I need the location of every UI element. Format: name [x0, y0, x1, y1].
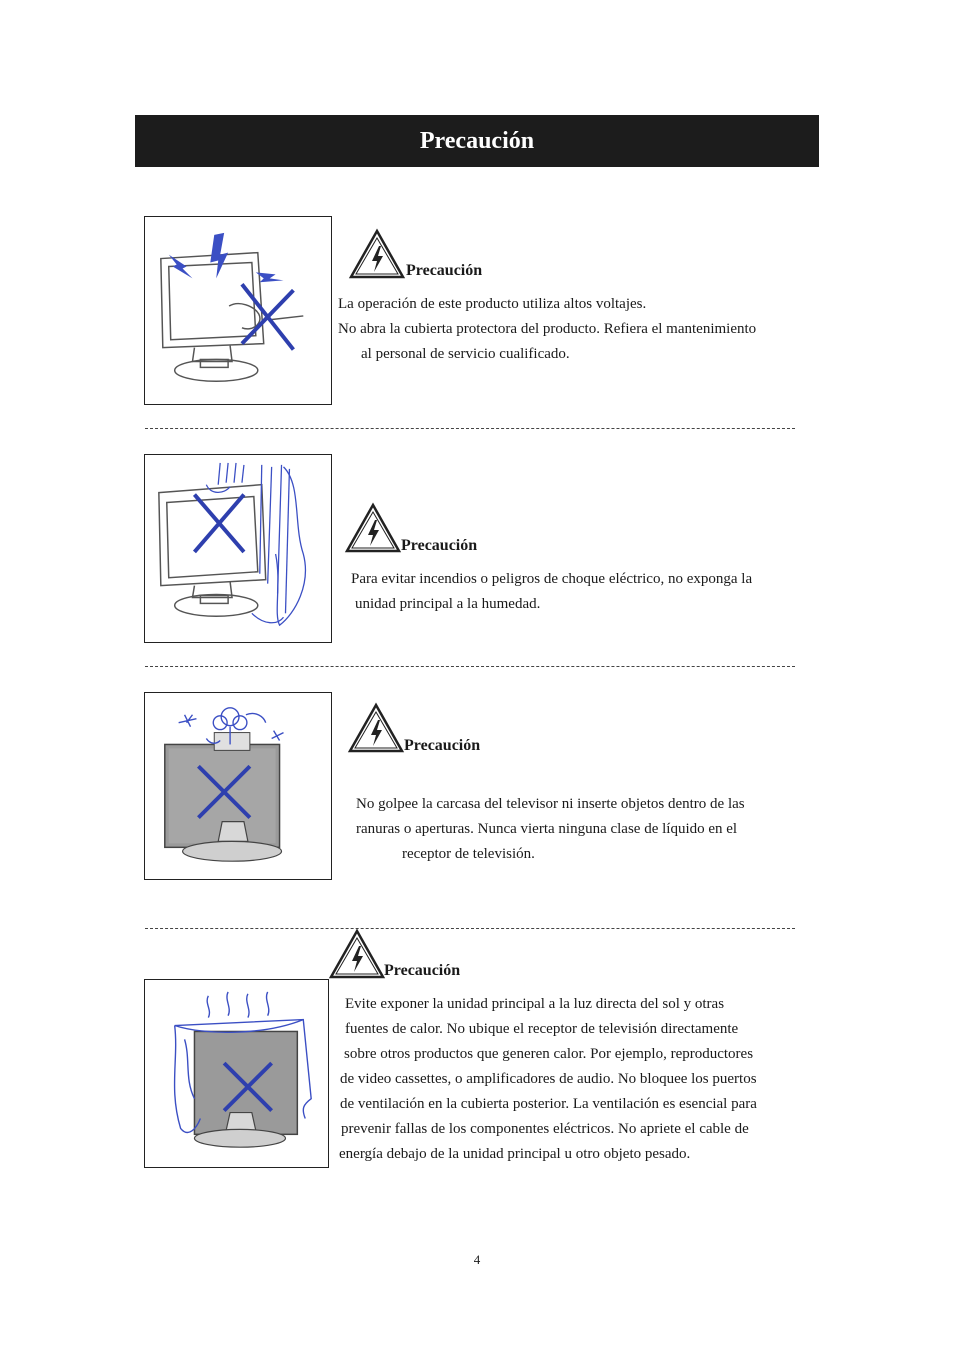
- text-line: ranuras o aperturas. Nunca vierta ninguna clase de líquido en el: [356, 821, 738, 837]
- section-4-heading: Precaución: [384, 962, 461, 979]
- section-4-text: [339, 992, 757, 1167]
- high-voltage-warning-icon: [348, 228, 406, 280]
- text-line: fuentes de calor. No ubique el receptor de televisión directamente: [345, 1021, 739, 1037]
- tv-covered-cloth-illustration: [145, 980, 328, 1167]
- section-divider: [145, 666, 795, 667]
- tv-rain-illustration: [145, 455, 331, 642]
- text-line: energía debajo de la unidad principal u otro objeto pesado.: [339, 1146, 691, 1162]
- text-line: No golpee la carcasa del televisor ni inserte objetos dentro de las: [356, 796, 745, 812]
- high-voltage-warning-icon: [344, 502, 402, 554]
- section-3-text: [356, 792, 745, 867]
- page-number: 4: [473, 1252, 481, 1267]
- tv-lightning-illustration: [145, 217, 331, 404]
- text-line: al personal de servicio cualificado.: [361, 346, 570, 362]
- text-line: unidad principal a la humedad.: [355, 596, 541, 612]
- text-line: prevenir fallas de los componentes eléctricos. No apriete el cable de: [341, 1121, 749, 1137]
- text-line: No abra la cubierta protectora del producto. Refiera el mantenimiento: [338, 321, 757, 337]
- section-1-heading: Precaución: [406, 262, 483, 279]
- tv-flowerpot-illustration: [145, 693, 331, 879]
- text-line: receptor de televisión.: [402, 846, 535, 862]
- high-voltage-warning-icon: [328, 928, 386, 980]
- text-line: sobre otros productos que generen calor. Por ejemplo, reproductores: [344, 1046, 754, 1062]
- illustration-moisture: [144, 454, 332, 643]
- section-1-text: [338, 292, 756, 367]
- section-2-heading: Precaución: [401, 537, 478, 554]
- text-line: Para evitar incendios o peligros de choque eléctrico, no exponga la: [351, 571, 753, 587]
- section-divider: [145, 928, 795, 929]
- illustration-objects-liquids: [144, 692, 332, 880]
- text-line: La operación de este producto utiliza altos voltajes.: [338, 296, 647, 312]
- illustration-high-voltage: [144, 216, 332, 405]
- section-3-heading: Precaución: [404, 737, 481, 754]
- text-line: de video cassettes, o amplificadores de audio. No bloquee los puertos: [340, 1071, 757, 1087]
- page-title: Precaución: [419, 127, 535, 154]
- text-line: de ventilación en la cubierta posterior. La ventilación es esencial para: [340, 1096, 757, 1112]
- section-2-text: [351, 567, 752, 617]
- section-divider: [145, 428, 795, 429]
- page-title-banner: [135, 115, 819, 167]
- text-line: Evite exponer la unidad principal a la luz directa del sol y otras: [345, 996, 725, 1012]
- high-voltage-warning-icon: [347, 702, 405, 754]
- illustration-heat-ventilation: [144, 979, 329, 1168]
